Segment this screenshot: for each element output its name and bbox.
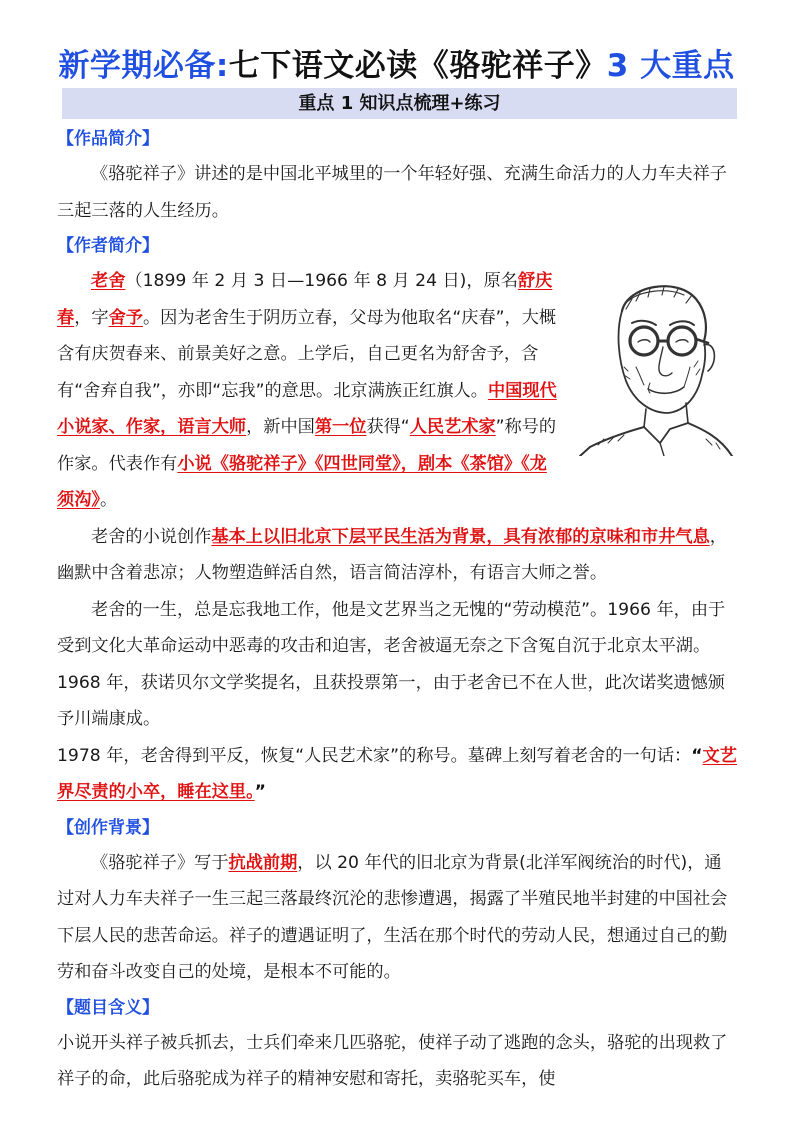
page-title bbox=[0, 40, 793, 85]
section-bar: 重点 1 知识点梳理+练习 bbox=[62, 88, 737, 119]
author-name: 老舍 bbox=[91, 271, 126, 291]
rehab-text: 1978 年，老舍得到平反，恢复“人民艺术家”的称号。墓碑上刻写着老舍的一句话： bbox=[57, 745, 692, 766]
author-paragraph-3: 老舍的一生，总是忘我地工作，他是文艺界当之无愧的“劳动模范”。1966 年，由于受到文化大革命运动中恶毒的攻击和迫害，老舍被逼无奈之下含冤自沉于北京太平湖。1968 年，获诺贝尔文学奖提名，且获投票第一，由于老舍已不在人世，此次诺奖遗憾颁予川端康成。 bbox=[57, 599, 726, 729]
author-text-end: 。 bbox=[99, 490, 118, 510]
quote-open: “ bbox=[691, 745, 703, 766]
author-text-c: 获得“ bbox=[366, 417, 410, 437]
author-original-name: 舒庆春 bbox=[57, 271, 553, 328]
author-first: 第一位 bbox=[314, 417, 367, 437]
author-honor: 人民艺术家 bbox=[409, 417, 496, 437]
intro-paragraph: 《骆驼祥子》讲述的是中国北平城里的一个年轻好强、充满生命活力的人力车夫祥子三起三落的人生经历。 bbox=[57, 164, 727, 221]
title-part3: 3 大重点 bbox=[606, 48, 735, 84]
meaning-paragraph: 小说开头祥子被兵抓去，士兵们牵来几匹骆驼，使祥子动了逃跑的念头，骆驼的出现救了祥子的命，此后骆驼成为祥子的精神安慰和寄托，卖骆驼买车，使 bbox=[57, 1032, 728, 1089]
quote-close: ” bbox=[254, 782, 266, 802]
background-text-b: ，以 20 年代的旧北京为背景(北洋军阀统治的时代)，通过对人力车夫祥子一生三起三落最终沉沦的悲惨遭遇，揭露了半殖民地半封建的中国社会下层人民的悲苦命运。祥子的遭遇证明了，生活在那个时代的劳动人民，想通过自己的勤劳和奋斗改变自己的处境，是根本不可能的。 bbox=[57, 852, 728, 982]
meaning-heading: 【题目含义】 bbox=[57, 997, 159, 1018]
writing-period: 抗战前期 bbox=[228, 852, 298, 873]
title-part2: 七下语文必读《骆驼祥子》 bbox=[228, 48, 607, 84]
author-paragraph-2 bbox=[57, 519, 738, 592]
author-works: 小说《骆驼祥子》《四世同堂》，剧本《茶馆》《龙须沟》 bbox=[57, 453, 547, 510]
author-bio-text: 。因为老舍生于阴历立春，父母为他取名“庆春”，大概含有庆贺春来、前景美好之意。上学后，自己更名为舒舍予，含有“舍弃自我”，亦即“忘我”的意思。北京满族正红旗人。 bbox=[57, 307, 557, 401]
author-zi-label: ，字 bbox=[74, 307, 109, 328]
document-body bbox=[57, 122, 738, 1098]
author-portrait-sketch bbox=[570, 271, 738, 456]
background-paragraph bbox=[57, 845, 738, 991]
style-text-a: 老舍的小说创作 bbox=[91, 526, 212, 547]
intro-heading: 【作品简介】 bbox=[57, 129, 159, 149]
author-dates: （1899 年 2 月 3 日—1966 年 8 月 24 日)，原名 bbox=[125, 271, 518, 291]
title-part1: 新学期必备: bbox=[58, 48, 229, 84]
author-courtesy-name: 舍予 bbox=[108, 307, 143, 328]
background-text-a: 《骆驼祥子》写于 bbox=[91, 852, 229, 873]
author-style: 基本上以旧北京下层平民生活为背景，具有浓郁的京味和市井气息 bbox=[211, 526, 710, 547]
style-text-b: ，幽默中含着悲凉；人物塑造鲜活自然，语言简洁淳朴，有语言大师之誉。 bbox=[57, 526, 727, 583]
author-titles: 中国现代小说家、作家，语言大师 bbox=[57, 380, 557, 437]
author-paragraph-4 bbox=[57, 738, 738, 811]
author-heading: 【作者简介】 bbox=[57, 236, 159, 256]
background-heading: 【创作背景】 bbox=[57, 817, 159, 838]
author-text-b: ，新中国 bbox=[246, 417, 315, 437]
author-text-d: ”称号的作家。代表作有 bbox=[57, 417, 557, 474]
epitaph: 文艺界尽责的小卒，睡在这里。 bbox=[57, 745, 737, 802]
